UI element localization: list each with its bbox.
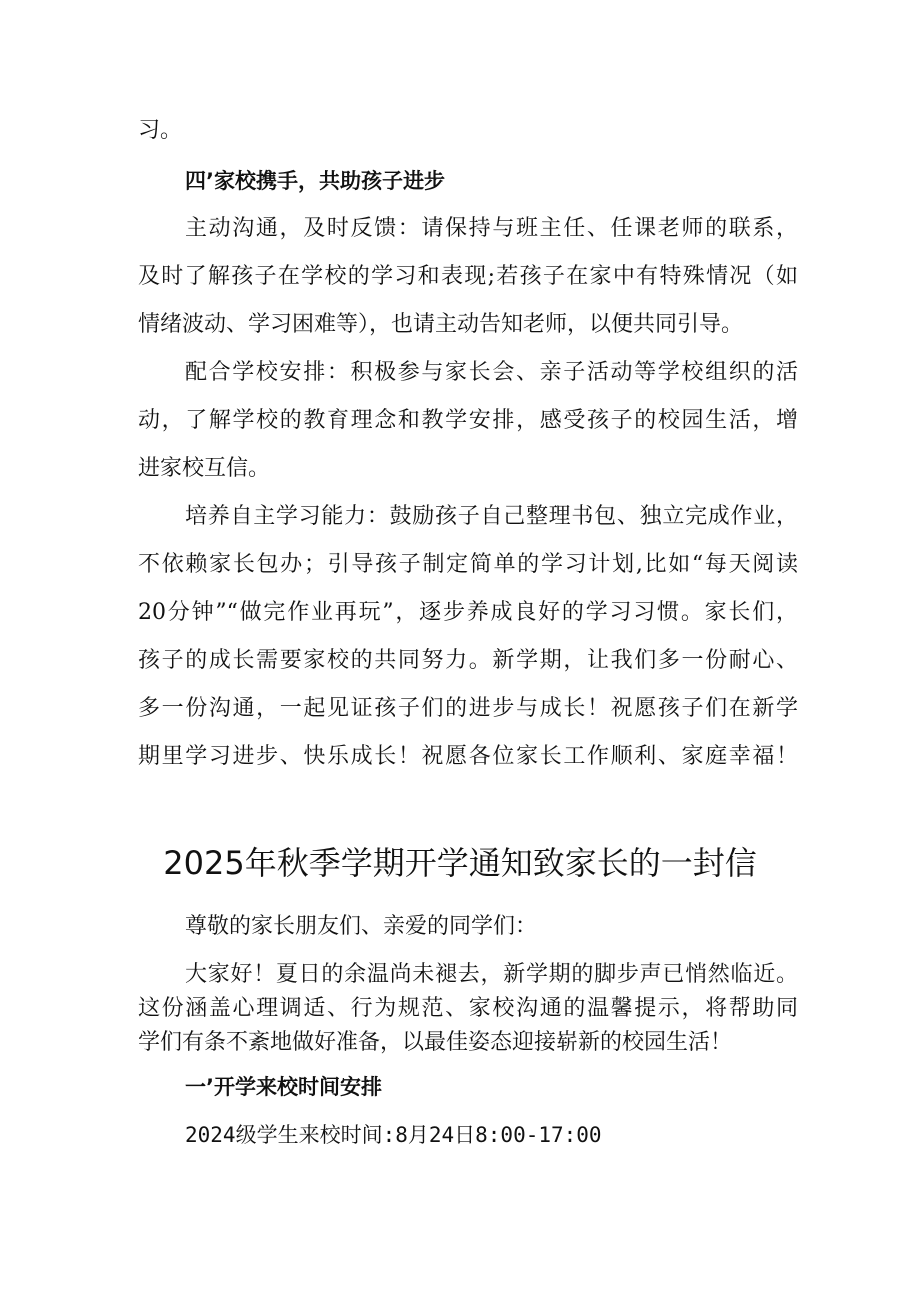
section-heading-4: 四’家校携手，共助孩子进步 [185,169,445,193]
paragraph-line: 孩子的成长需要家校的共同努力。新学期，让我们多一份耐心、 [138,648,798,673]
paragraph-line: 进家校互信。 [138,456,271,481]
paragraph-line: 主动沟通，及时反馈：请保持与班主任、任课老师的联系， [185,216,798,241]
paragraph-line: 及时了解孩子在学校的学习和表现;若孩子在家中有特殊情况（如 [138,264,798,289]
paragraph-line: 大家好！夏日的余温尚未褪去，新学期的脚步声已悄然临近。 [185,962,798,987]
paragraph-line: 学们有条不紊地做好准备，以最佳姿态迎接崭新的校园生活！ [138,1030,733,1055]
paragraph-line: 20分钟”“做完作业再玩”，逐步养成良好的学习习惯。家长们， [138,600,798,625]
section-heading-1: 一’开学来校时间安排 [185,1075,382,1099]
schedule-line: 2024级学生来校时间:8月24日8:00-17:00 [185,1123,602,1147]
paragraph-line: 培养自主学习能力：鼓励孩子自己整理书包、独立完成作业， [185,504,798,529]
paragraph-line: 这份涵盖心理调适、行为规范、家校沟通的温馨提示，将帮助同 [138,996,798,1021]
paragraph-line: 动，了解学校的教育理念和教学安排，感受孩子的校园生活，增 [138,408,798,433]
paragraph-line: 配合学校安排：积极参与家长会、亲子活动等学校组织的活 [185,360,798,385]
paragraph-line: 期里学习进步、快乐成长！祝愿各位家长工作顺利、家庭幸福！ [138,744,798,769]
letter-title: 2025年秋季学期开学通知致家长的一封信 [163,844,757,882]
paragraph-fragment: 习。 [138,118,183,143]
paragraph-line: 多一份沟通，一起见证孩子们的进步与成长！祝愿孩子们在新学 [138,696,798,721]
paragraph-line: 情绪波动、学习困难等），也请主动告知老师，以便共同引导。 [138,312,744,337]
letter-greeting: 尊敬的家长朋友们、亲爱的同学们： [185,914,538,939]
paragraph-line: 不依赖家长包办；引导孩子制定简单的学习计划,比如“每天阅读 [138,552,798,577]
